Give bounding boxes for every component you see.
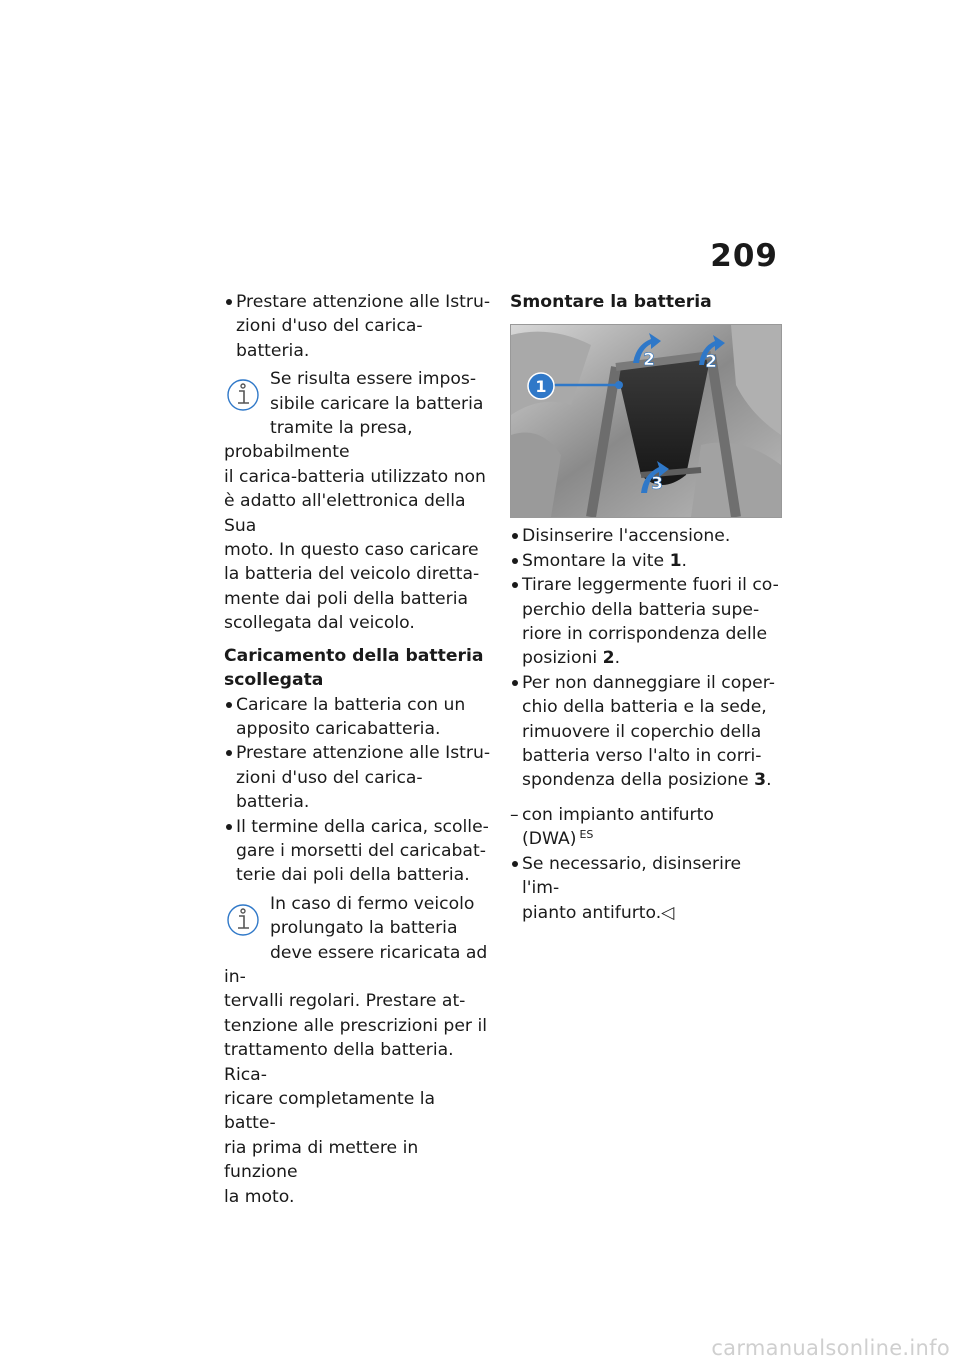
list-item <box>224 815 492 888</box>
callout-number: 2 <box>705 352 717 373</box>
info-text: scollegata dal veicolo. <box>224 613 415 634</box>
info-text: trattamento della batteria. Rica- <box>224 1040 454 1085</box>
page-number: 209 <box>710 238 778 274</box>
info-text: è adatto all'elettronica della Sua <box>224 491 466 536</box>
info-text: deve essere ricaricata ad in- <box>224 942 488 987</box>
list-item-text-part: . <box>766 770 772 791</box>
list-item-text-part: Smontare la vite <box>522 550 670 571</box>
list-item <box>510 671 782 793</box>
condition-text <box>522 827 782 851</box>
list-item-text: perchio della batteria supe- <box>522 599 760 620</box>
info-text: prolungato la batteria <box>270 918 458 939</box>
info-text: tramite la presa, probabilmente <box>224 418 413 463</box>
list-item <box>510 549 782 573</box>
section-heading: Smontare la batteria <box>510 292 712 312</box>
list-item-text: Tirare leggermente fuori il co- <box>522 575 779 596</box>
list-item <box>510 573 782 671</box>
list-item-text: Prestare attenzione alle Istru- <box>236 743 491 764</box>
list-item-text: chio della batteria e la sede, <box>522 697 767 718</box>
info-text: Se risulta essere impos- <box>270 369 477 390</box>
list-item-text-part: . <box>614 648 621 669</box>
callout-number: 2 <box>643 350 655 371</box>
info-text: moto. In questo caso caricare <box>224 540 479 561</box>
info-note <box>224 892 492 1209</box>
right-column <box>510 290 782 925</box>
list-item <box>510 524 782 548</box>
list-item-text: Se necessario, disinserire l'im- <box>522 853 742 899</box>
info-text: la batteria del veicolo diretta- <box>224 564 480 585</box>
list-item-text <box>522 549 782 573</box>
left-column <box>224 290 492 1217</box>
list-item-text: riore in corrispondenza delle <box>522 624 768 645</box>
info-text: ria prima di mettere in funzione <box>224 1137 419 1183</box>
info-icon <box>224 894 268 942</box>
condition-item <box>510 803 782 852</box>
info-text: il carica-batteria utilizzato non <box>224 466 486 487</box>
list-item-text: Caricare la batteria con un <box>236 694 466 715</box>
list-item <box>224 693 492 742</box>
condition-text: – con impianto antifurto <box>522 804 714 825</box>
info-text: tenzione alle prescrizioni per il <box>224 1015 487 1036</box>
callout-number: 3 <box>651 474 663 495</box>
list-item-text: Per non danneggiare il coper- <box>522 672 775 693</box>
info-text: tervalli regolari. Prestare at- <box>224 991 466 1012</box>
list-item-text <box>522 646 782 670</box>
list-item-text: rimuovere il coperchio della <box>522 721 762 742</box>
list-item-text: batteria verso l'alto in corri- <box>522 746 762 767</box>
heading-line: scollegata <box>224 670 324 691</box>
list-item-text-part: spondenza della posizione <box>522 770 755 791</box>
list-item-text: pianto antifurto.◁ <box>522 902 675 923</box>
heading-line: Caricamento della batteria <box>224 645 484 666</box>
info-note <box>224 367 492 635</box>
item-number: 1 <box>669 550 682 571</box>
list-item-text-part: posizioni <box>522 648 603 669</box>
list-item-text-part: . <box>681 550 687 571</box>
list-item <box>224 741 492 814</box>
list-item-text: zioni d'uso del carica-batteria. <box>236 767 423 813</box>
callout-number: 1 <box>535 377 547 397</box>
info-text: la moto. <box>224 1186 295 1207</box>
battery-cover-photo <box>510 324 782 518</box>
info-text: In caso di fermo veicolo <box>270 893 475 914</box>
list-item <box>224 290 492 363</box>
list-item-text <box>522 768 782 792</box>
list-item-text: Il termine della carica, scolle- <box>236 816 489 837</box>
info-text: sibile caricare la batteria <box>270 393 484 414</box>
list-item-text: apposito caricabatteria. <box>236 718 441 739</box>
info-icon <box>224 369 268 417</box>
footer-watermark: carmanualsonline.info <box>711 1336 950 1360</box>
market-code: ES <box>579 828 594 842</box>
list-item <box>510 852 782 925</box>
condition-text-part: (DWA) <box>522 829 577 850</box>
item-number: 2 <box>602 648 615 669</box>
list-item-text: zioni d'uso del carica-batteria. <box>236 316 423 361</box>
section-heading <box>224 644 492 693</box>
list-item-text: Disinserire l'accensione. <box>522 526 731 547</box>
list-item-text: gare i morsetti del caricabat- <box>236 840 486 861</box>
info-text: ricare completamente la batte- <box>224 1089 436 1134</box>
list-item-text: Prestare attenzione alle Istru- <box>236 292 491 312</box>
item-number: 3 <box>754 770 767 791</box>
list-item-text: terie dai poli della batteria. <box>236 865 470 886</box>
info-text: mente dai poli della batteria <box>224 588 469 609</box>
